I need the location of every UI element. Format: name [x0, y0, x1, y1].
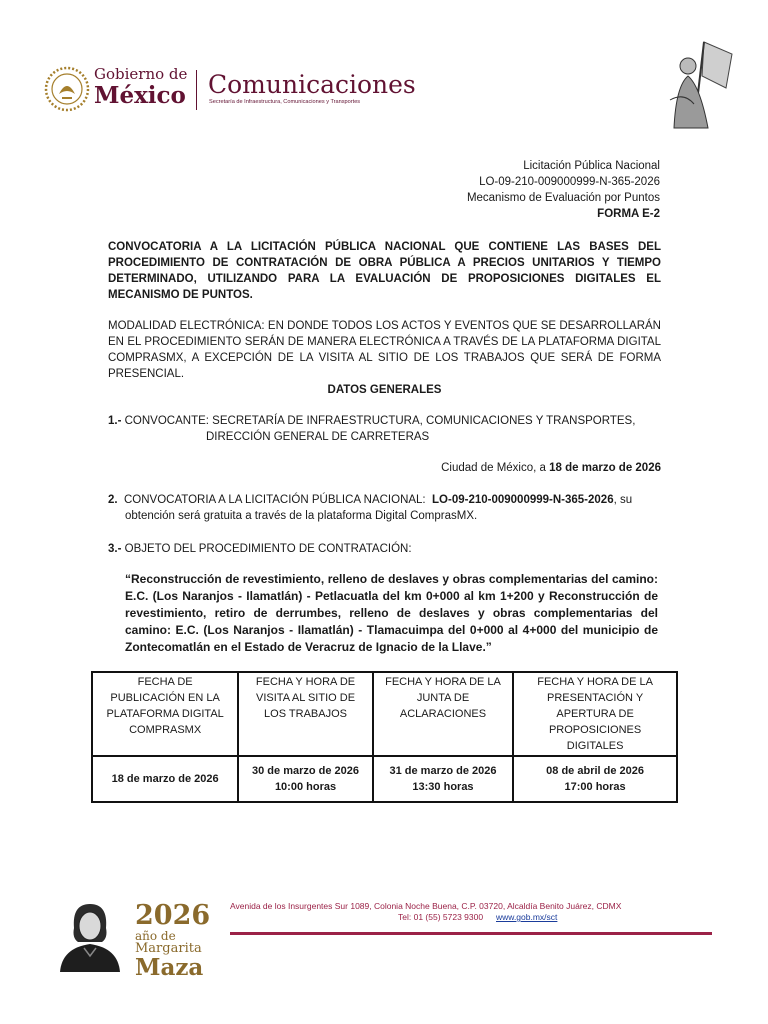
year-number: 2026 — [135, 900, 211, 931]
item2-text: CONVOCATORIA A LA LICITACIÓN PÚBLICA NACIONAL: — [123, 494, 426, 506]
footer-phone: Tel: 01 (55) 5723 9300 — [398, 912, 484, 922]
dependency-subtitle: Secretaría de Infraestructura, Comunicaciones y Transportes — [209, 99, 361, 105]
presentation-date: 08 de abril de 2026 — [546, 765, 645, 777]
gobierno-line1: Gobierno de — [94, 65, 188, 83]
value-cell-presentation — [513, 756, 677, 802]
footer-website-link[interactable]: www.gob.mx/sct — [496, 912, 558, 922]
presentation-time: 17:00 horas — [564, 781, 626, 793]
header-divider — [196, 70, 197, 110]
item2-line2: obtención será gratuita a través de la plataforma Digital ComprasMX. — [125, 510, 478, 522]
date-value: 18 de marzo de 2026 — [549, 462, 661, 474]
reference-block — [467, 158, 660, 222]
value-cell-visit — [238, 756, 373, 802]
mexico-seal-icon — [44, 66, 90, 112]
table-row — [92, 756, 677, 802]
form-code: FORMA E-2 — [597, 208, 660, 220]
reference-line3: Mecanismo de Evaluación por Puntos — [466, 192, 660, 204]
item2 — [108, 492, 661, 508]
value-cell-publication — [92, 756, 238, 802]
item1-number: 1.- — [108, 415, 122, 427]
section-title: DATOS GENERALES — [327, 384, 442, 396]
item1 — [108, 413, 635, 429]
item3-text: OBJETO DEL PROCEDIMIENTO DE CONTRATACIÓN: — [124, 543, 412, 555]
item1-label: CONVOCANTE: — [124, 415, 209, 427]
dates-table — [91, 671, 678, 803]
item3-number: 3.- — [108, 543, 122, 555]
date-line — [441, 460, 661, 476]
year-logo — [135, 902, 210, 980]
item2-code: LO-09-210-009000999-N-365-2026 — [432, 494, 614, 506]
dependency-title: Comunicaciones — [208, 70, 416, 99]
table-header-row — [92, 672, 677, 756]
junta-date: 31 de marzo de 2026 — [389, 765, 497, 777]
item2-number: 2. — [108, 494, 118, 506]
footer-address: Avenida de los Insurgentes Sur 1089, Colonia Noche Buena, C.P. 03720, Alcaldía Benito Juárez, CDMX — [230, 901, 622, 911]
reference-line1: Licitación Pública Nacional — [523, 160, 660, 172]
year-lastname: Maza — [135, 954, 204, 981]
visit-date: 30 de marzo de 2026 — [252, 765, 360, 777]
item2-tail: , su — [613, 494, 633, 506]
footer-divider — [230, 932, 712, 935]
item1-line2: DIRECCIÓN GENERAL DE CARRETERAS — [206, 431, 430, 443]
visit-time: 10:00 horas — [274, 781, 337, 793]
header-cell-presentation: FECHA Y HORA DE LA PRESENTACIÓN Y APERTURA DE PROPOSICIONES DIGITALES — [513, 672, 677, 756]
year-sub: año de — [135, 929, 176, 943]
year-name: Margarita — [135, 941, 202, 956]
header-cell-visit: FECHA Y HORA DE VISITA AL SITIO DE LOS TRABAJOS — [238, 672, 373, 756]
margarita-maza-portrait-icon — [52, 898, 128, 972]
header-cell-junta: FECHA Y HORA DE LA JUNTA DE ACLARACIONES — [373, 672, 513, 756]
publication-date: 18 de marzo de 2026 — [111, 773, 219, 785]
reference-code: LO-09-210-009000999-N-365-2026 — [479, 176, 660, 188]
value-cell-junta — [373, 756, 513, 802]
heroine-flag-icon — [664, 40, 734, 130]
modalidad-paragraph: MODALIDAD ELECTRÓNICA: EN DONDE TODOS LOS ACTOS Y EVENTOS QUE SE DESARROLLARÁN EN EL PROCEDIMIENTO SERÁN DE MANERA ELECTRÓNICA A TRAVÉS DE LA PLATAFORMA DIGITAL COMPRASMX, A EXCEPCIÓN DE LA VISITA AL SITIO DE LOS TRABAJOS QUE SERÁ DE FORMA PRESENCIAL. — [108, 320, 661, 380]
item1-line1: SECRETARÍA DE INFRAESTRUCTURA, COMUNICACIONES Y TRANSPORTES, — [212, 415, 636, 427]
date-prefix: Ciudad de México, a — [441, 462, 546, 474]
gobierno-mexico-logo — [94, 66, 187, 109]
objeto-paragraph: “Reconstrucción de revestimiento, relleno de deslaves y obras complementarias del camino: E.C. (Los Naranjos - Ilamatlán) - Petlacuatla del km 0+000 al km 1+200 y Reconstrucción de revestimiento, retiro de derrumbes, relleno de deslaves y obras complementarias del camino: E.C. (Los Naranjos - Ilamatlán) - Tlamacuimpa del 0+000 al 4+000 del municipio de Zontecomatlán en el Estado de Veracruz de Ignacio de la Llave.” — [125, 572, 658, 654]
header-cell-publication: FECHA DE PUBLICACIÓN EN LA PLATAFORMA DIGITAL COMPRASMX — [92, 672, 238, 756]
item3 — [108, 541, 412, 557]
document-title: CONVOCATORIA A LA LICITACIÓN PÚBLICA NACIONAL QUE CONTIENE LAS BASES DEL PROCEDIMIENTO DE CONTRATACIÓN DE OBRA PÚBLICA A PRECIOS UNITARIOS Y TIEMPO DETERMINADO, UTILIZANDO PARA LA EVALUACIÓN DE PROPOSICIONES DIGITALES EL MECANISMO DE PUNTOS. — [108, 241, 661, 301]
junta-time: 13:30 horas — [412, 781, 474, 793]
gobierno-line2: México — [94, 82, 186, 109]
